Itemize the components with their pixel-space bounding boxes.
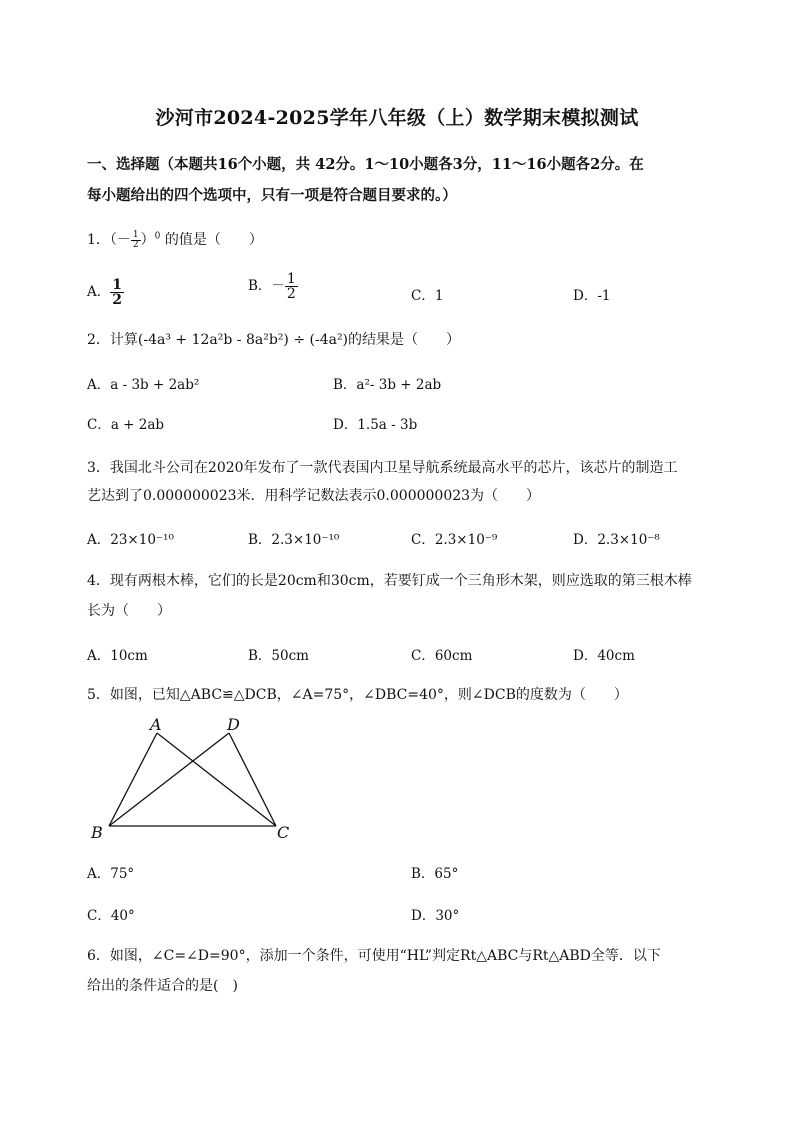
question-2: 2．计算(-4a³ + 12a²b - 8a²b²) ÷ (-4a²)的结果是（ ） [87,332,461,348]
q1-frac-den: 2 [132,239,139,250]
q1-suffix: 的值是（ ） [160,232,263,248]
label-b: B [91,823,103,842]
q1-exponent: 0 [154,231,161,242]
q1-option-a [87,278,124,307]
q1-frac-num: 1 [132,229,139,240]
q1-option-b-den: 2 [286,286,296,302]
label-c: C [277,823,290,842]
q2-option-a: A．a - 3b + 2ab² [87,377,200,393]
q1-option-a-den: 2 [112,292,122,308]
q4-option-b: B．50cm [248,648,309,664]
q3-option-c: C．2.3×10⁻⁹ [411,532,498,548]
q1-option-a-label: A． [87,284,111,300]
question-3-line2: 艺达到了0.000000023米．用科学记数法表示0.000000023为（ ） [87,488,541,504]
label-a: A [150,715,162,734]
q4-option-d: D．40cm [573,648,635,664]
q1-close: ） [140,232,155,248]
q1-fraction [131,231,141,250]
q2-option-b: B．a²- 3b + 2ab [333,377,442,393]
q2-option-d: D．1.5a - 3b [333,417,418,433]
q1-option-b-label: B．－ [248,278,285,294]
question-1 [87,229,263,250]
segment-ab [109,733,157,826]
q1-prefix: 1．（ [87,232,117,248]
q1-option-d: D．-1 [573,288,611,304]
question-4-line2: 长为（ ） [87,603,171,619]
question-3-line1: 3．我国北斗公司在2020年发布了一款代表国内卫星导航系统最高水平的芯片，该芯片的制造工 [87,460,678,476]
question-6-line1: 6．如图，∠C=∠D=90°，添加一个条件，可使用“HL”判定Rt△ABC与Rt△ABD全等．以下 [87,948,661,964]
q3-option-a: A．23×10⁻¹⁰ [87,532,174,548]
q3-option-d: D．2.3×10⁻⁸ [573,532,660,548]
q3-option-b: B．2.3×10⁻¹⁰ [248,532,340,548]
q1-option-c: C．1 [411,288,444,304]
q1-option-b-fraction [285,272,298,301]
q1-option-a-num: 1 [112,277,122,293]
question-4-line1: 4．现有两根木棒，它们的长是20cm和30cm，若要钉成一个三角形木架，则应选取的第三根木棒 [87,573,692,589]
q1-option-a-fraction [110,278,124,307]
q5-option-a: A．75° [87,866,135,882]
question-5: 5．如图，已知△ABC≌△DCB，∠A=75°，∠DBC=40°，则∠DCB的度数为（ ） [87,687,628,703]
q1-option-b [248,272,298,301]
q4-option-a: A．10cm [87,648,148,664]
segment-dc [229,733,276,826]
q5-option-b: B．65° [411,866,459,882]
segment-ac [157,733,276,826]
page-title: 沙河市2024-2025学年八年级（上）数学期末模拟测试 [155,107,639,129]
q5-option-d: D．30° [411,908,460,924]
question-6-line2: 给出的条件适合的是( ) [87,978,238,994]
triangle-figure [80,712,310,847]
segment-db [109,733,229,826]
q4-option-c: C．60cm [411,648,473,664]
section-heading-line2: 每小题给出的四个选项中，只有一项是符合题目要求的。） [87,187,457,204]
label-d: D [227,715,240,734]
q1-option-b-num: 1 [286,271,296,287]
section-heading-line1: 一、选择题（本题共16个小题，共 42分。1～10小题各3分，11～16小题各2分。在 [87,156,644,173]
q2-option-c: C．a + 2ab [87,417,165,433]
q5-option-c: C．40° [87,908,135,924]
q1-minus: － [116,232,131,248]
